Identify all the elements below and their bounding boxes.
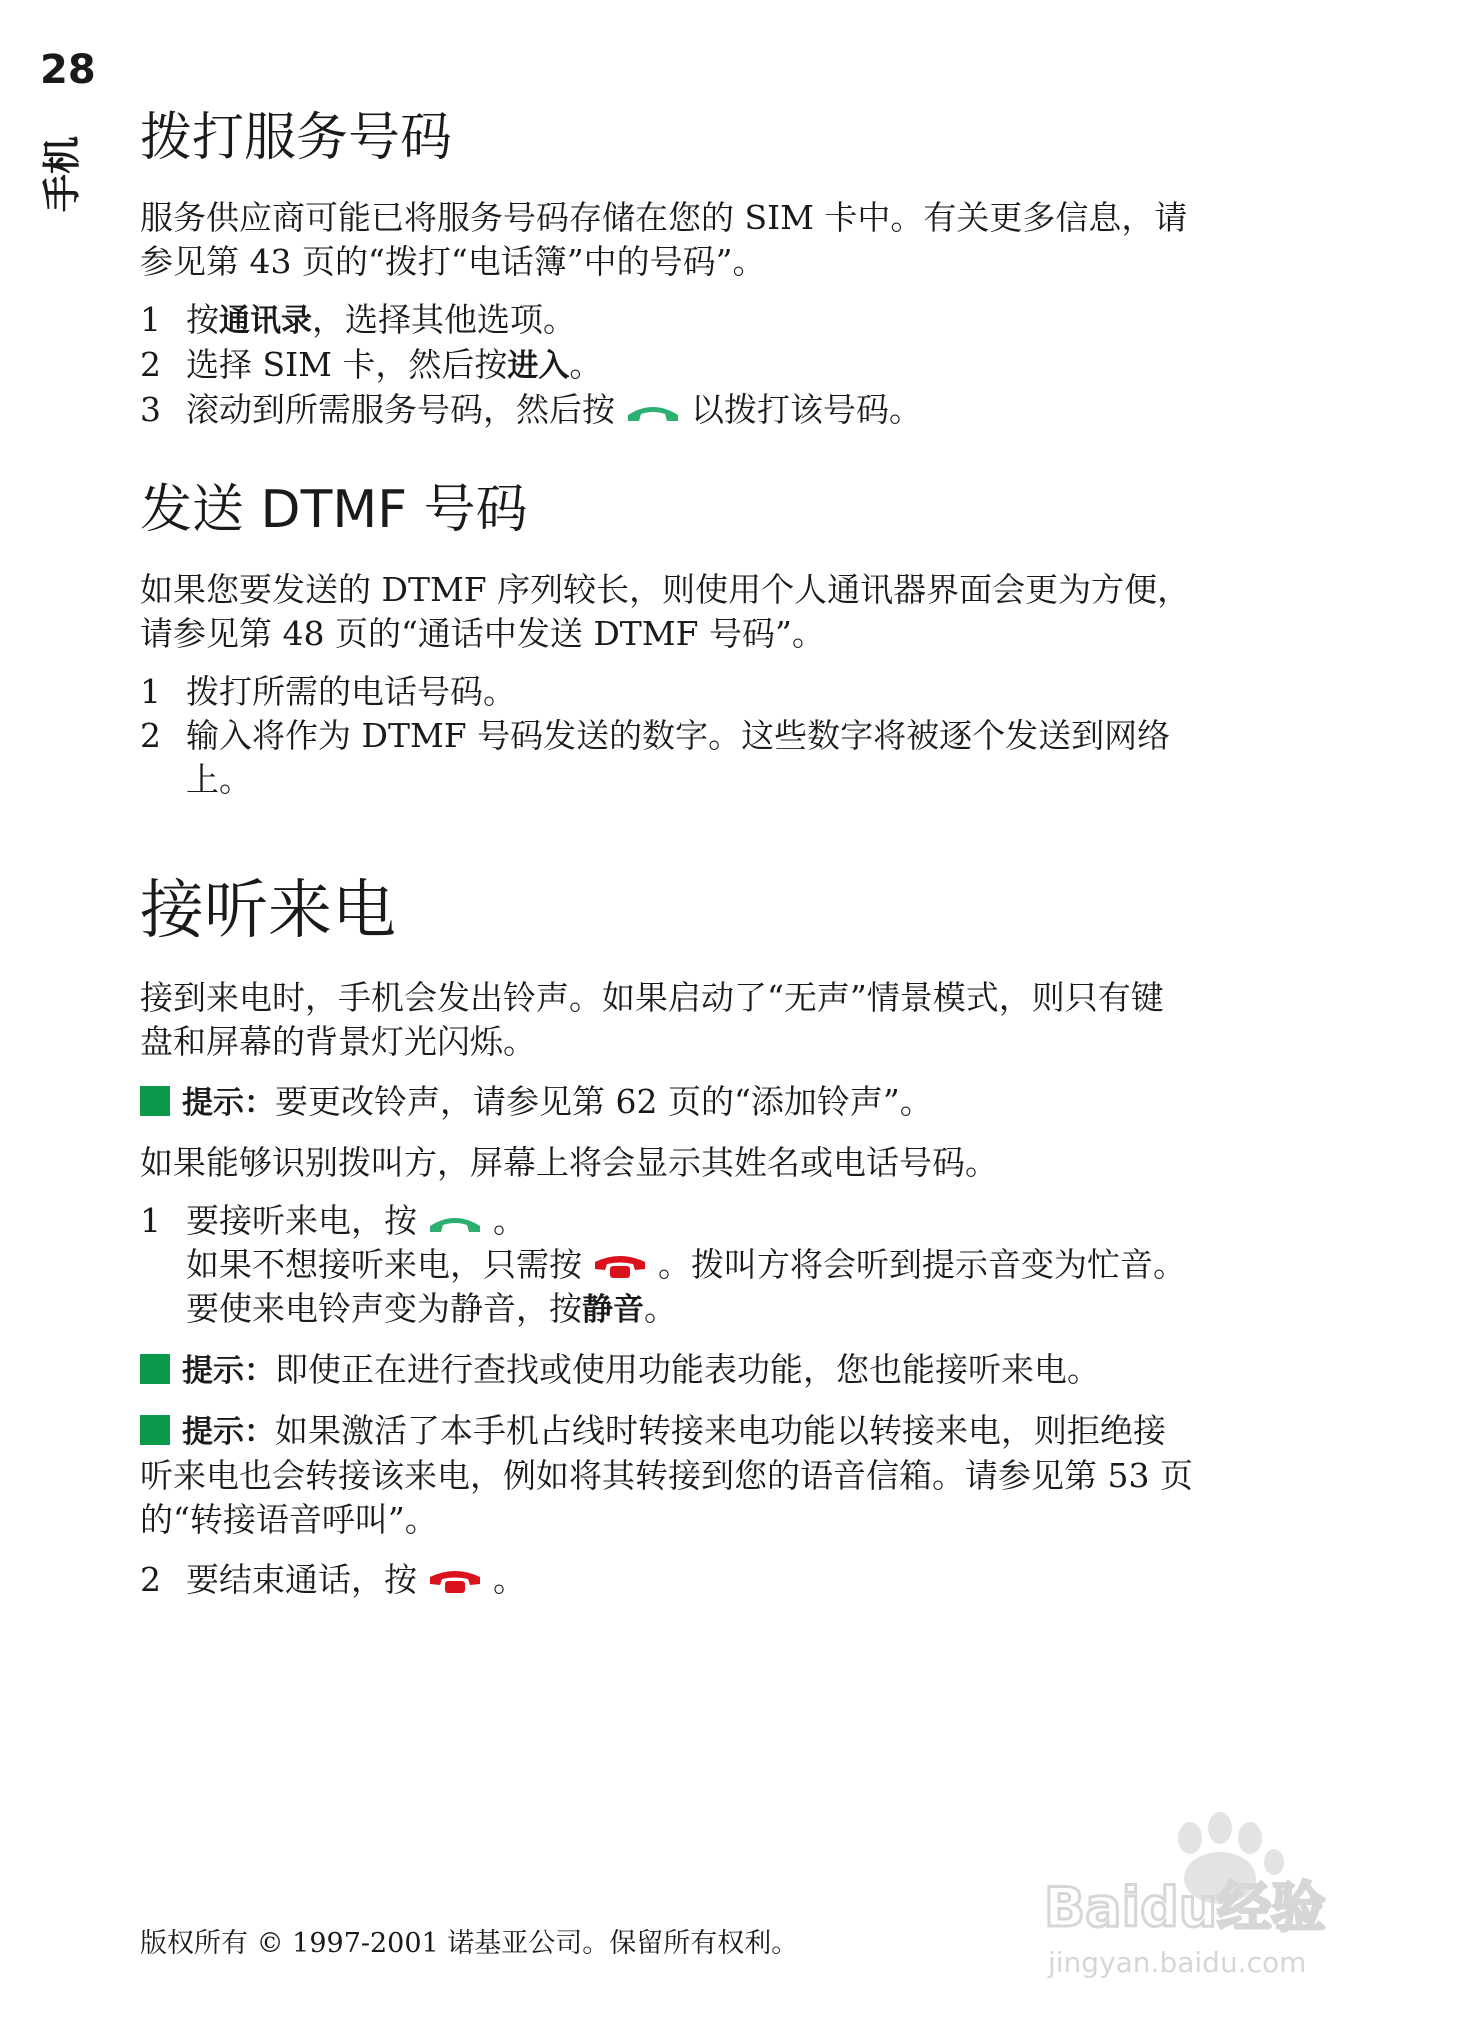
step-line: 要接听来电，按 。 xyxy=(186,1201,526,1240)
step-line: 如果不想接听来电，只需按 。拨叫方将会听到提示音变为忙音。 xyxy=(186,1245,1186,1284)
step-text xyxy=(186,1199,1320,1332)
step-text: 选择 SIM 卡，然后按进入。 xyxy=(186,345,603,384)
tip-square-icon xyxy=(140,1354,170,1384)
tip-text: 如果激活了本手机占线时转接来电功能以转接来电，则拒绝接 xyxy=(275,1411,1166,1450)
step-item xyxy=(140,670,1320,714)
tip-text: 即使正在进行查找或使用功能表功能，您也能接听来电。 xyxy=(275,1350,1100,1389)
step-number: 1 xyxy=(140,1201,161,1240)
red-end-key-icon xyxy=(592,1252,648,1280)
tip-text: 的“转接语音呼叫”。 xyxy=(140,1500,438,1539)
body-line: 盘和屏幕的背景灯光闪烁。 xyxy=(140,1022,536,1061)
step-item xyxy=(140,343,1320,388)
tip-square-icon xyxy=(140,1086,170,1116)
step-text: 拨打所需的电话号码。 xyxy=(186,672,516,711)
section3-body xyxy=(140,976,1320,1064)
body-line: 请参见第 48 页的“通话中发送 DTMF 号码”。 xyxy=(140,614,825,653)
step-number: 1 xyxy=(140,672,161,711)
copyright-footer: 版权所有 © 1997-2001 诺基亚公司。保留所有权利。 xyxy=(140,1928,799,1959)
tip-call-divert xyxy=(140,1409,1320,1542)
baidu-watermark-logo xyxy=(1030,1800,1430,1990)
tip-label: 提示： xyxy=(182,1353,275,1389)
chapter-side-label xyxy=(36,122,88,226)
body-line: 服务供应商可能已将服务号码存储在您的 SIM 卡中。有关更多信息，请 xyxy=(140,198,1188,237)
step-number: 2 xyxy=(140,345,161,384)
red-end-key-icon xyxy=(427,1567,483,1595)
step-text: 按通讯录，选择其他选项。 xyxy=(186,300,576,339)
watermark-brand: Baidu经验 xyxy=(1044,1876,1326,1939)
section1-steps xyxy=(140,298,1320,432)
step-text xyxy=(186,714,1320,802)
watermark-url: jingyan.baidu.com xyxy=(1048,1946,1307,1979)
step-line: 要使来电铃声变为静音，按静音。 xyxy=(186,1289,677,1328)
section1-body xyxy=(140,196,1320,284)
body-line: 如果您要发送的 DTMF 序列较长，则使用个人通讯器界面会更为方便， xyxy=(140,570,1191,609)
tip-label: 提示： xyxy=(182,1085,275,1121)
step-number: 2 xyxy=(140,1560,161,1599)
page-number: 28 xyxy=(40,47,96,93)
tip-menu-answer xyxy=(140,1348,1320,1393)
ui-term-mute: 静音 xyxy=(582,1292,644,1328)
tip-ringtone xyxy=(140,1080,1320,1125)
step-number: 2 xyxy=(140,716,161,755)
page-content xyxy=(140,100,1320,1602)
step-item xyxy=(140,388,1320,432)
step-item xyxy=(140,714,1320,802)
tip-label: 提示： xyxy=(182,1414,275,1450)
step-line: 上。 xyxy=(186,760,252,799)
tip-text: 听来电也会转接该来电，例如将其转接到您的语音信箱。请参见第 53 页 xyxy=(140,1456,1193,1495)
step-number: 3 xyxy=(140,390,161,429)
step-text: 滚动到所需服务号码，然后按 以拨打该号码。 xyxy=(186,390,922,429)
tip-text: 要更改铃声，请参见第 62 页的“添加铃声”。 xyxy=(275,1082,933,1121)
step-item xyxy=(140,1199,1320,1332)
step-number: 1 xyxy=(140,300,161,339)
caller-id-text: 如果能够识别拨叫方，屏幕上将会显示其姓名或电话号码。 xyxy=(140,1143,998,1182)
section-title-answer-call: 接听来电 xyxy=(140,874,396,948)
body-line: 参见第 43 页的“拨打“电话簿”中的号码”。 xyxy=(140,242,766,281)
section2-steps xyxy=(140,670,1320,802)
step-item xyxy=(140,1558,1320,1602)
section-title-dtmf: 发送 DTMF 号码 xyxy=(140,480,528,540)
green-call-key-icon xyxy=(427,1208,483,1236)
ui-term-enter: 进入 xyxy=(507,348,570,384)
body-line: 接到来电时，手机会发出铃声。如果启动了“无声”情景模式，则只有键 xyxy=(140,978,1164,1017)
step-text: 要结束通话，按 。 xyxy=(186,1560,526,1599)
chapter-side-label-text: 手机 xyxy=(40,135,85,213)
section2-body xyxy=(140,568,1320,656)
step-line: 输入将作为 DTMF 号码发送的数字。这些数字将被逐个发送到网络 xyxy=(186,716,1171,755)
tip-square-icon xyxy=(140,1415,170,1445)
ui-term-contacts: 通讯录 xyxy=(219,303,312,339)
section-title-service-numbers: 拨打服务号码 xyxy=(140,108,453,168)
section3-steps xyxy=(140,1199,1320,1332)
green-call-key-icon xyxy=(625,397,681,425)
step-item xyxy=(140,298,1320,343)
